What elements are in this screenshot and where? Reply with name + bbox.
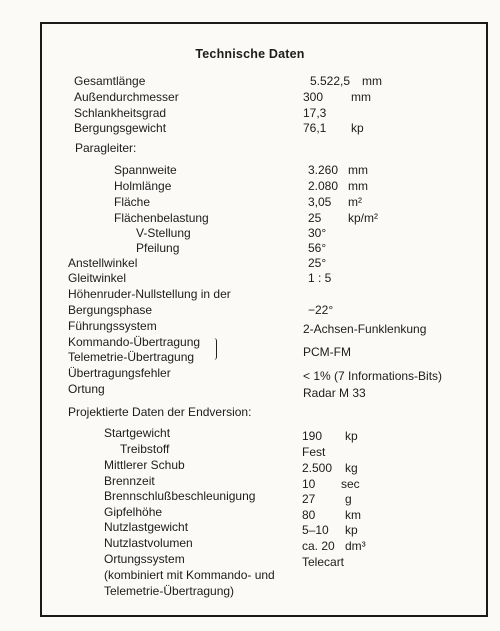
spec-unit: mm xyxy=(362,74,382,88)
spec-unit: mm xyxy=(351,90,371,104)
spec-label: Fläche xyxy=(114,195,151,209)
spec-unit: kp xyxy=(345,523,358,537)
spec-unit: sec xyxy=(341,477,360,491)
spec-unit: m² xyxy=(348,195,362,209)
spec-label: Gleitwinkel xyxy=(68,271,127,285)
spec-unit: g xyxy=(345,492,352,506)
spec-value: < 1% (7 Informations-Bits) xyxy=(303,369,443,383)
spec-unit: dm³ xyxy=(345,539,366,553)
spec-value: 27 xyxy=(302,492,316,506)
spec-unit: mm xyxy=(348,163,368,177)
spec-value: −22° xyxy=(308,303,334,317)
spec-value: 5.522,5 xyxy=(310,74,351,88)
spec-unit: mm xyxy=(348,179,368,193)
section-header-paragleiter: Paragleiter: xyxy=(75,141,137,155)
spec-value: 5–10 xyxy=(302,523,329,537)
spec-value: 80 xyxy=(302,508,316,522)
spec-value: 2-Achsen-Funklenkung xyxy=(303,322,427,336)
spec-value: ca. 20 xyxy=(302,539,335,553)
spec-unit: km xyxy=(345,508,361,522)
spec-label: Telemetrie-Übertragung xyxy=(68,350,195,364)
spec-value: Telecart xyxy=(302,555,345,569)
spec-label: Flächenbelastung xyxy=(114,211,209,225)
spec-value: 25 xyxy=(308,211,322,225)
spec-value: PCM-FM xyxy=(303,345,351,359)
spec-value: 10 xyxy=(302,477,316,491)
spec-value: 2.080 xyxy=(308,179,339,193)
spec-value: 25° xyxy=(308,256,327,270)
spec-label: V-Stellung xyxy=(136,226,191,240)
spec-label: Spannweite xyxy=(114,163,177,177)
spec-value: Radar M 33 xyxy=(303,386,366,400)
spec-label: Pfeilung xyxy=(136,241,180,255)
spec-label: Ortungssystem xyxy=(104,552,185,566)
section-header-endversion: Projektierte Daten der Endversion: xyxy=(68,405,252,419)
spec-unit: kp xyxy=(345,429,358,443)
spec-label: Startgewicht xyxy=(104,426,171,440)
spec-label: Mittlerer Schub xyxy=(104,458,185,472)
spec-label: Führungssystem xyxy=(68,319,157,333)
spec-value: 1 : 5 xyxy=(308,271,332,285)
page-title: Technische Daten xyxy=(195,47,305,61)
spec-note: (kombiniert mit Kommando- und xyxy=(104,568,275,582)
spec-label: Anstellwinkel xyxy=(68,256,138,270)
spec-value: 30° xyxy=(308,226,327,240)
spec-label: Kommando-Übertragung xyxy=(68,335,201,349)
spec-note: Telemetrie-Übertragung) xyxy=(104,584,235,598)
spec-value: 76,1 xyxy=(303,121,327,135)
spec-label: Bergungsphase xyxy=(68,303,153,317)
spec-value: 300 xyxy=(303,90,324,104)
spec-label: Ortung xyxy=(68,382,105,396)
spec-label: Außendurchmesser xyxy=(74,90,179,104)
spec-label: Nutzlastvolumen xyxy=(104,536,193,550)
spec-value: 2.500 xyxy=(302,461,333,475)
spec-label: Brennschlußbeschleunigung xyxy=(104,489,256,503)
spec-value: Fest xyxy=(302,445,326,459)
spec-label: Nutzlastgewicht xyxy=(104,520,189,534)
spec-label: Schlankheitsgrad xyxy=(74,106,167,120)
spec-label: Brennzeit xyxy=(104,474,155,488)
spec-label: Treibstoff xyxy=(120,442,170,456)
spec-value: 17,3 xyxy=(303,106,327,120)
spec-unit: kg xyxy=(345,461,358,475)
spec-unit: kp/m² xyxy=(348,211,378,225)
spec-unit: kp xyxy=(351,121,364,135)
spec-label: Bergungsgewicht xyxy=(74,121,167,135)
spec-label: Übertragungsfehler xyxy=(68,366,171,380)
bracket-mark xyxy=(213,338,217,360)
spec-value: 3.260 xyxy=(308,163,339,177)
spec-value: 190 xyxy=(302,429,323,443)
spec-label: Höhenruder-Nullstellung in der xyxy=(68,287,231,301)
spec-value: 3,05 xyxy=(308,195,332,209)
spec-label: Holmlänge xyxy=(114,179,172,193)
spec-value: 56° xyxy=(308,241,327,255)
spec-label: Gipfelhöhe xyxy=(104,505,163,519)
spec-label: Gesamtlänge xyxy=(74,74,146,88)
